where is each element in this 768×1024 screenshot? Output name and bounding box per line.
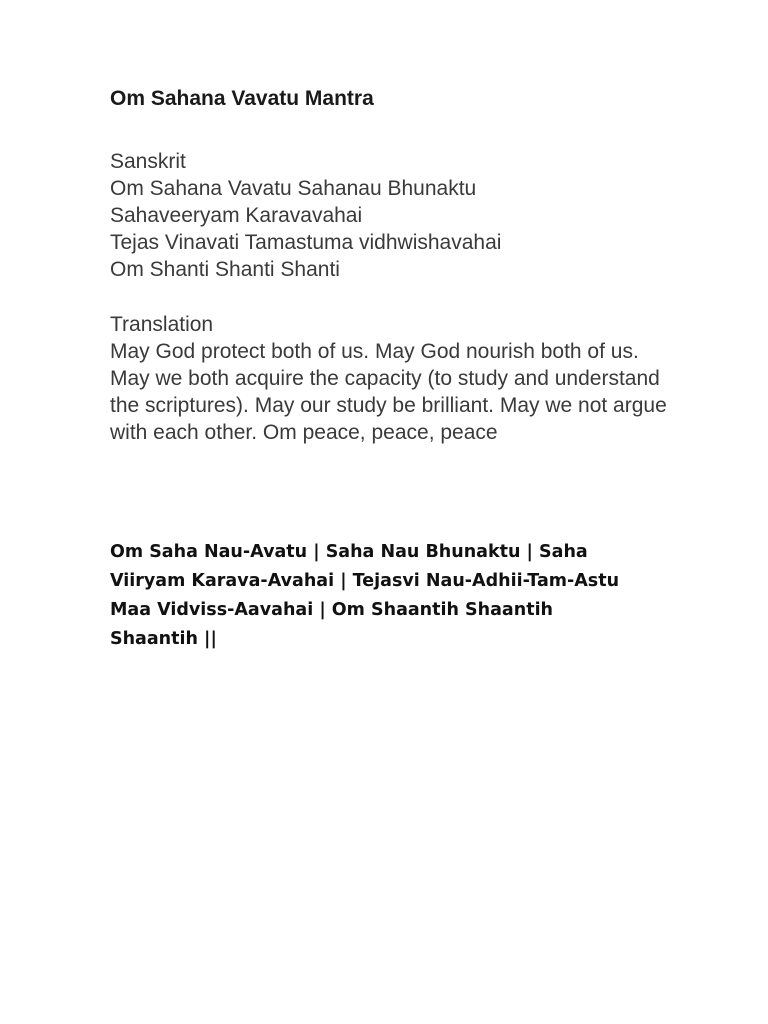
sanskrit-line: Tejas Vinavati Tamastuma vidhwishavahai [110, 231, 502, 254]
sanskrit-line: Om Shanti Shanti Shanti [110, 258, 340, 281]
sanskrit-line: Sahaveeryam Karavavahai [110, 204, 363, 227]
transliteration-text: Om Saha Nau-Avatu | Saha Nau Bhunaktu | Saha Viiryam Karava-Avahai | Tejasvi Nau-Adhii-Tam-Astu Maa Vidviss-Aavahai | Om Shaantih Shaantih Shaantih || [110, 542, 620, 649]
document-title: Om Sahana Vavatu Mantra [110, 87, 374, 110]
sanskrit-line: Om Sahana Vavatu Sahanau Bhunaktu [110, 177, 477, 200]
translation-section [110, 311, 670, 446]
sanskrit-section [110, 148, 670, 283]
translation-text: May God protect both of us. May God nourish both of us. May we both acquire the capacity (to study and understand the scriptures). May our study be brilliant. May we not argue with each other. Om peace, peace, peace [110, 340, 667, 444]
sanskrit-heading: Sanskrit [110, 150, 186, 173]
translation-heading: Translation [110, 313, 214, 336]
